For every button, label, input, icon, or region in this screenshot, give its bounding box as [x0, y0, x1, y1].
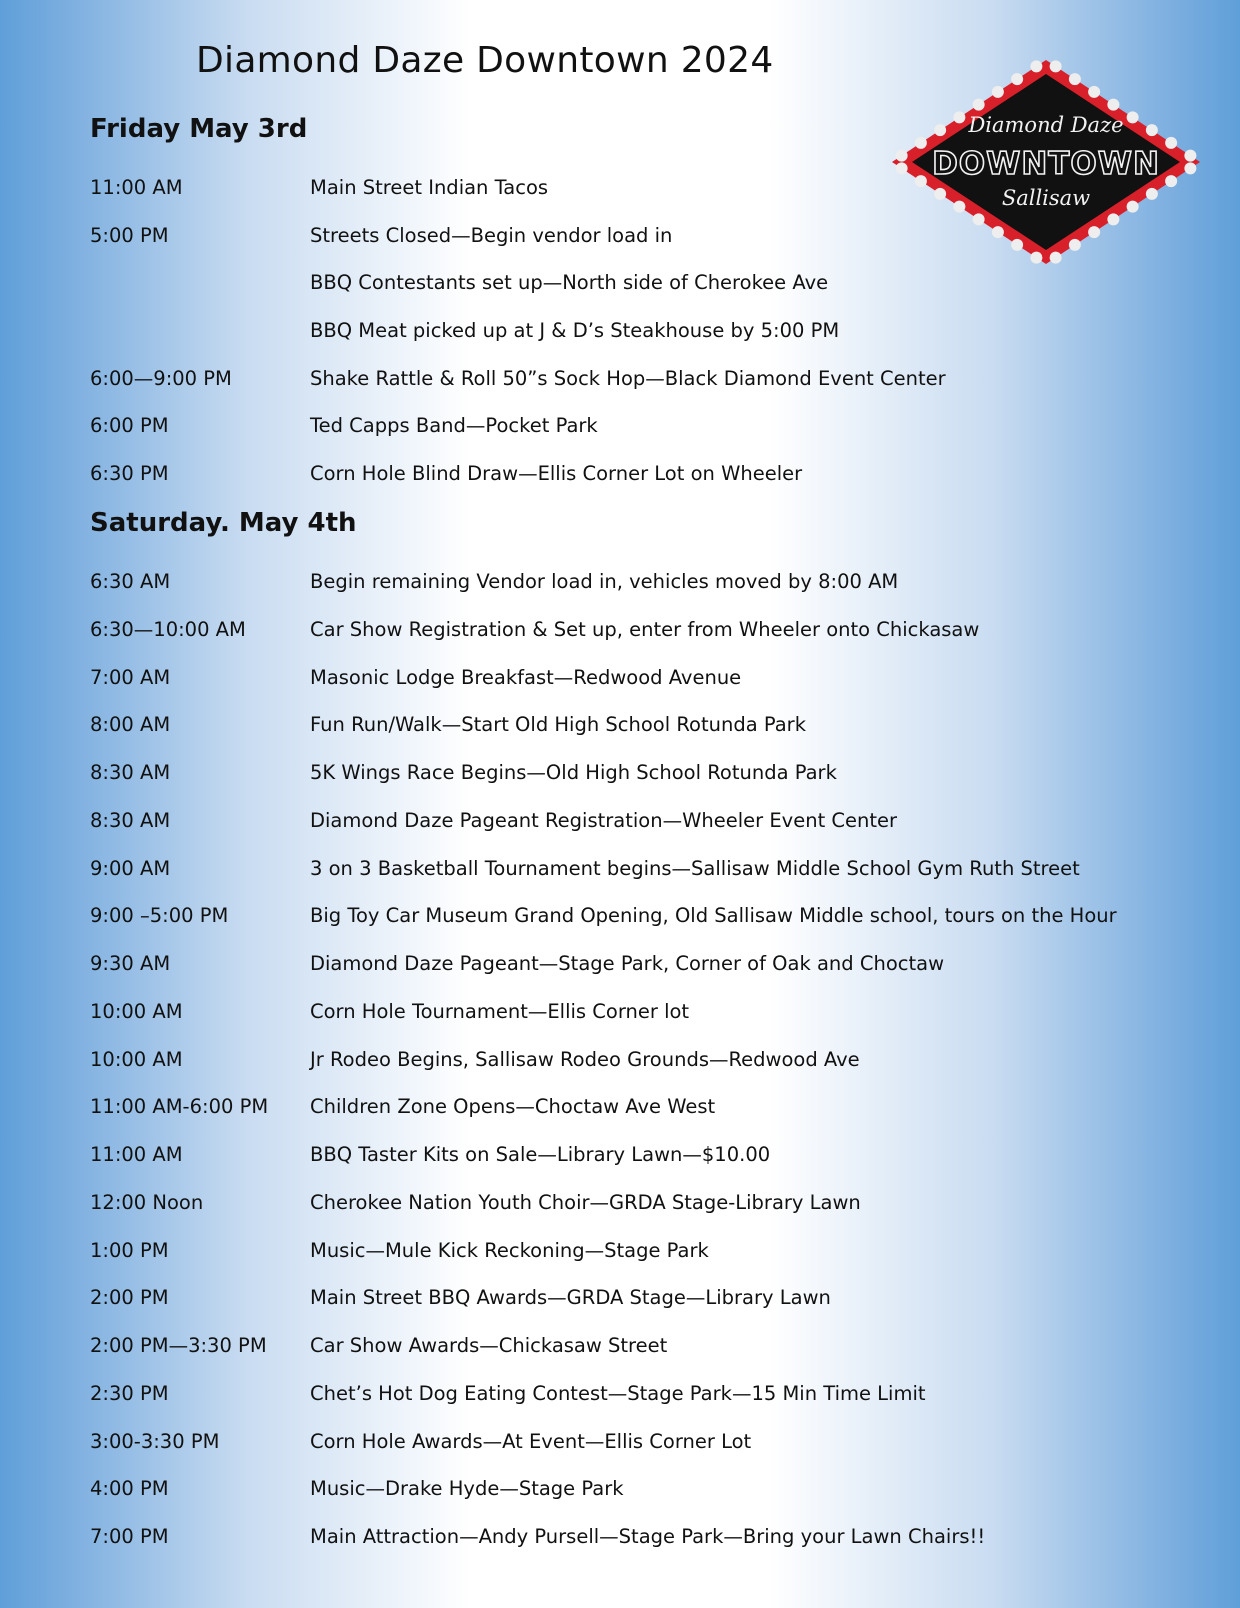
event-description: Ted Capps Band—Pocket Park	[310, 414, 598, 438]
logo-bulb	[1011, 239, 1023, 251]
event-description: Main Attraction—Andy Pursell—Stage Park—Bring your Lawn Chairs!!	[310, 1525, 986, 1548]
event-time: 10:00 AM	[90, 1047, 183, 1071]
logo-bulb	[1050, 252, 1062, 264]
event-time: 3:00-3:30 PM	[90, 1429, 220, 1453]
logo-bulb	[973, 99, 985, 111]
event-description: Chet’s Hot Dog Eating Contest—Stage Park—15 Min Time Limit	[310, 1381, 926, 1405]
event-time: 6:30 PM	[90, 462, 169, 486]
logo-graphic	[884, 52, 1208, 282]
logo-bulb	[1184, 162, 1196, 174]
logo-bulb	[915, 137, 927, 149]
logo-bulb	[1146, 188, 1158, 200]
logo-bulb	[1030, 252, 1042, 264]
event-description: BBQ Contestants set up—North side of Cherokee Ave	[310, 271, 829, 295]
event-time: 7:00 PM	[90, 1525, 169, 1548]
logo-bulb	[1107, 99, 1119, 111]
logo-bulb	[1184, 150, 1196, 162]
logo-line3: Sallisaw	[1001, 186, 1091, 210]
saturday-heading: Saturday. May 4th	[90, 508, 357, 538]
event-description: Corn Hole Awards—At Event—Ellis Corner Lot	[310, 1429, 752, 1453]
event-time: 2:00 PM	[90, 1286, 169, 1310]
event-description: Car Show Registration & Set up, enter from Wheeler onto Chickasaw	[310, 617, 980, 641]
logo-bulb	[1069, 239, 1081, 251]
event-description: Music—Drake Hyde—Stage Park	[310, 1477, 624, 1501]
logo-bulb	[1030, 60, 1042, 72]
event-description: Diamond Daze Pageant Registration—Wheeler Event Center	[310, 808, 898, 832]
event-description: BBQ Meat picked up at J & D’s Steakhouse by 5:00 PM	[310, 319, 840, 342]
logo-bulb	[934, 188, 946, 200]
logo-bulb	[934, 124, 946, 136]
logo-bulb	[915, 175, 927, 187]
event-time: 9:00 –5:00 PM	[90, 904, 229, 928]
logo-bulb	[1050, 60, 1062, 72]
event-description: Big Toy Car Museum Grand Opening, Old Sallisaw Middle school, tours on the Hour	[310, 904, 1117, 928]
event-description: Children Zone Opens—Choctaw Ave West	[310, 1095, 716, 1119]
event-time: 6:00 PM	[90, 414, 169, 438]
event-description: Begin remaining Vendor load in, vehicles moved by 8:00 AM	[310, 570, 899, 593]
logo-bulb	[1088, 86, 1100, 98]
logo-line1: Diamond Daze	[968, 113, 1124, 137]
logo-bulb	[1165, 175, 1177, 187]
logo-bulb	[992, 86, 1004, 98]
logo-bulb	[1127, 111, 1139, 123]
page-title: Diamond Daze Downtown 2024	[196, 40, 774, 81]
logo-bulb	[1127, 201, 1139, 213]
logo-bulb	[1011, 73, 1023, 85]
event-description: Main Street Indian Tacos	[310, 176, 549, 199]
event-description: Masonic Lodge Breakfast—Redwood Avenue	[310, 665, 742, 689]
event-time: 6:30 AM	[90, 570, 171, 593]
event-time: 2:00 PM—3:30 PM	[90, 1334, 267, 1357]
logo-bulb	[953, 111, 965, 123]
event-time: 6:00—9:00 PM	[90, 366, 232, 390]
logo-bulb	[1088, 226, 1100, 238]
event-description: Corn Hole Tournament—Ellis Corner lot	[310, 999, 690, 1023]
logo-bulb	[953, 201, 965, 213]
event-time: 11:00 AM-6:00 PM	[90, 1095, 269, 1119]
event-time: 9:00 AM	[90, 856, 171, 880]
event-time: 11:00 AM	[90, 1143, 183, 1166]
friday-heading: Friday May 3rd	[90, 114, 308, 144]
logo-bulb	[1107, 213, 1119, 225]
event-description: Cherokee Nation Youth Choir—GRDA Stage-Library Lawn	[310, 1190, 861, 1214]
event-time: 10:00 AM	[90, 999, 183, 1023]
event-time: 12:00 Noon	[90, 1190, 204, 1214]
event-description: Streets Closed—Begin vendor load in	[310, 223, 673, 247]
event-time: 9:30 AM	[90, 952, 171, 975]
logo-line2: DOWNTOWN	[932, 146, 1160, 182]
event-time: 2:30 PM	[90, 1381, 169, 1405]
event-time: 11:00 AM	[90, 176, 183, 199]
logo-bulb	[1146, 124, 1158, 136]
event-description: Corn Hole Blind Draw—Ellis Corner Lot on Wheeler	[310, 462, 803, 486]
event-description: Jr Rodeo Begins, Sallisaw Rodeo Grounds—Redwood Ave	[310, 1047, 860, 1071]
event-time: 5:00 PM	[90, 223, 169, 247]
event-time: 8:30 AM	[90, 761, 171, 784]
logo-bulb	[1069, 73, 1081, 85]
event-time: 8:00 AM	[90, 713, 171, 737]
event-description: 5K Wings Race Begins—Old High School Rotunda Park	[310, 761, 837, 784]
event-description: Car Show Awards—Chickasaw Street	[310, 1334, 668, 1357]
event-time: 1:00 PM	[90, 1238, 169, 1262]
event-time: 6:30—10:00 AM	[90, 617, 246, 641]
event-description: Fun Run/Walk—Start Old High School Rotunda Park	[310, 713, 806, 737]
event-time: 4:00 PM	[90, 1477, 169, 1501]
event-description: Shake Rattle & Roll 50”s Sock Hop—Black Diamond Event Center	[310, 366, 946, 390]
diamond-daze-logo	[884, 52, 1208, 282]
logo-bulb	[1165, 137, 1177, 149]
event-description: 3 on 3 Basketball Tournament begins—Sallisaw Middle School Gym Ruth Street	[310, 856, 1080, 880]
event-description: Main Street BBQ Awards—GRDA Stage—Library Lawn	[310, 1286, 831, 1310]
event-time: 8:30 AM	[90, 808, 171, 832]
event-time: 7:00 AM	[90, 665, 171, 689]
logo-bulb	[896, 162, 908, 174]
logo-bulb	[992, 226, 1004, 238]
event-description: Music—Mule Kick Reckoning—Stage Park	[310, 1238, 709, 1262]
logo-bulb	[973, 213, 985, 225]
logo-bulb	[896, 150, 908, 162]
event-description: BBQ Taster Kits on Sale—Library Lawn—$10.00	[310, 1143, 771, 1166]
event-description: Diamond Daze Pageant—Stage Park, Corner of Oak and Choctaw	[310, 952, 945, 975]
